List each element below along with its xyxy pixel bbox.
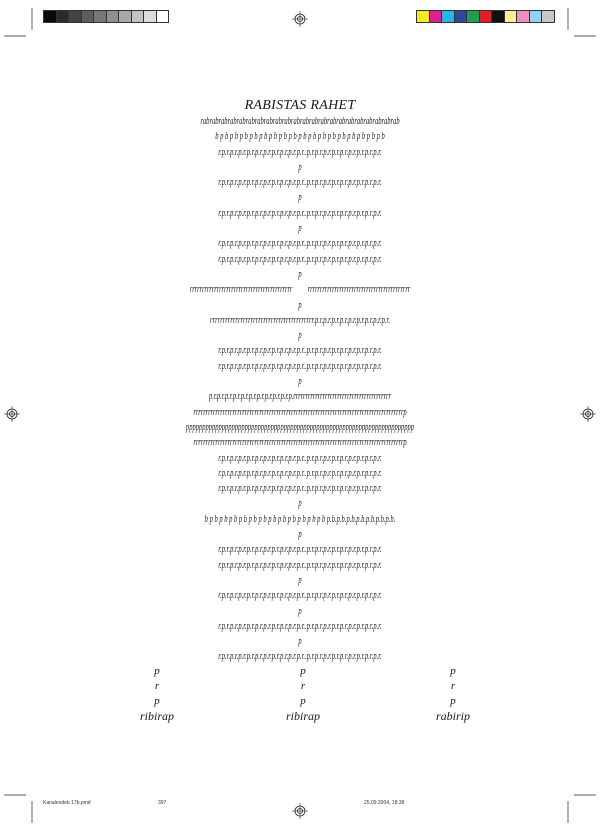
poem-line: r.p.r.p.r.p.r.p.r.p.r.p.r.p.r.p.r.p.r.p.r..p.r.p.r.p.r.p.r.p.r.p.r.p.r.p.r.p.r. [218, 651, 382, 663]
poem-line: rrrrrrrrrrrrrrrrrrrrrrrrrrrrrrrrrrrrrrrrrrrrrrrrrrrrrrrrrrrrrrrrrrrrrrrrrrrrrrrrrrrrrrp [193, 406, 407, 418]
color-swatch [466, 10, 480, 23]
color-swatch [541, 10, 555, 23]
gray-swatch [81, 10, 95, 23]
poem-line: r.p.r.p.r.p.r.p.r.p.r.p.r.p.r.p.r.p.r.p.r..p.r.p.r.p.r.p.r.p.r.p.r.p.r.p.r.p.r. [218, 253, 382, 265]
poem-line: p [298, 330, 302, 342]
gray-swatch [43, 10, 57, 23]
poem-line: rrrrrrrrrrrrrrrrrrrrrrrrrrrrrrrrrrrrrrrrr.p.r.p.r.p.r.p.r.p.r.p.r.p.r.p.r.p.r. [210, 314, 390, 326]
poem-line: p [298, 192, 302, 204]
column-letter: p [154, 695, 160, 707]
column-word: ribirap [139, 709, 174, 723]
gray-swatch [131, 10, 145, 23]
color-swatch [491, 10, 505, 23]
closing-column-left [97, 664, 217, 724]
poem-line: p [298, 268, 302, 280]
color-swatch [479, 10, 493, 23]
gray-swatch [156, 10, 170, 23]
column-letter: p [300, 695, 306, 707]
poem-line: pppppppppppppppppppppppppppppppppppppppppppppppppppppppppppppppppppppp [185, 421, 415, 433]
poem-line: r.p.r.p.r.p.r.p.r.p.r.p.r.p.r.p.r.p.r.p.r..p.r.p.r.p.r.p.r.p.r.p.r.p.r.p.r.p.r. [218, 559, 382, 571]
poem-line: p.r.p.r.p.r.p.r.p.r.p.r.p.r.p.r.p.r.p.r.p.rrrrrrrrrrrrrrrrrrrrrrrrrrrrrrrrrrrrrrrr [209, 391, 391, 403]
color-swatch [529, 10, 543, 23]
gray-swatch [93, 10, 107, 23]
color-swatch [429, 10, 443, 23]
color-swatch [454, 10, 468, 23]
poem-line: r.p.r.p.r.p.r.p.r.p.r.p.r.p.r.p.r.p.r.p.r..p.r.p.r.p.r.p.r.p.r.p.r.p.r.p.r.p.r. [218, 345, 382, 357]
gray-swatch [143, 10, 157, 23]
poem-line: p [298, 376, 302, 388]
poem-line: p [298, 161, 302, 173]
poem-line: p [298, 529, 302, 541]
column-letter: r [450, 680, 456, 692]
poem-line: b p b p b p b p b p b p b p b p b p b p b p b p b p b p b p b p b p b [215, 131, 385, 143]
footer-page-number: 397 [158, 800, 167, 806]
poem-line: r.p.r.p.r.p.r.p.r.p.r.p.r.p.r.p.r.p.r.p.r..p.r.p.r.p.r.p.r.p.r.p.r.p.r.p.r.p.r. [218, 590, 382, 602]
poem-line: b p b p b p b p b p b p b p b p b p b p b p b p b p.b.p.b.p.b.p.b.p.b.p.b.p.b. [204, 513, 396, 525]
column-word: rabirip [435, 709, 470, 723]
poem-line: r.p.r.p.r.p.r.p.r.p.r.p.r.p.r.p.r.p.r.p.r..p.r.p.r.p.r.p.r.p.r.p.r.p.r.p.r.p.r. [218, 483, 382, 495]
column-word: ribirap [285, 709, 320, 723]
crop-mark-icon [566, 793, 596, 823]
poem-line: r.p.r.p.r.p.r.p.r.p.r.p.r.p.r.p.r.p.r.p.r..p.r.p.r.p.r.p.r.p.r.p.r.p.r.p.r.p.r. [218, 146, 382, 158]
color-swatch [441, 10, 455, 23]
color-swatch [516, 10, 530, 23]
poem-title: RABISTAS RAHET [244, 98, 356, 113]
footer-filename: Kanalendeb 17b.pmd [43, 800, 91, 806]
poem-line: rrrrrrrrrrrrrrrrrrrrrrrrrrrrrrrrrrrrrrrrrrrrrrrrrrrrrrrrrrrrrrrrrrrrrrrrrrrrrrrrrrrrrrp [193, 437, 407, 449]
gray-swatch [106, 10, 120, 23]
column-letter: p [154, 665, 160, 677]
poem-line: r.p.r.p.r.p.r.p.r.p.r.p.r.p.r.p.r.p.r.p.r..p.r.p.r.p.r.p.r.p.r.p.r.p.r.p.r.p.r. [218, 238, 382, 250]
poem-line: r.p.r.p.r.p.r.p.r.p.r.p.r.p.r.p.r.p.r.p.r..p.r.p.r.p.r.p.r.p.r.p.r.p.r.p.r.p.r. [218, 544, 382, 556]
color-swatch [416, 10, 430, 23]
column-letter: r [154, 680, 160, 692]
poem-line: p [298, 299, 302, 311]
column-letter: p [300, 665, 306, 677]
column-letter: p [450, 665, 456, 677]
crop-mark-icon [4, 8, 34, 38]
closing-column-center [243, 664, 363, 724]
poem-line: rabrabrabrabrabrabrabrabrabrabrabrabrabrabrabrabrabrabrabrabrabrab [200, 116, 400, 127]
crop-mark-icon [4, 793, 34, 823]
footer-timestamp: 25.09.2004, 18:38 [364, 800, 405, 806]
poem-line: r.p.r.p.r.p.r.p.r.p.r.p.r.p.r.p.r.p.r.p.r..p.r.p.r.p.r.p.r.p.r.p.r.p.r.p.r.p.r. [218, 360, 382, 372]
poem-line: p [298, 498, 302, 510]
grayscale-calibration-bar [43, 10, 168, 23]
registration-mark-icon [292, 803, 308, 819]
poem-line: r.p.r.p.r.p.r.p.r.p.r.p.r.p.r.p.r.p.r.p.r..p.r.p.r.p.r.p.r.p.r.p.r.p.r.p.r.p.r. [218, 452, 382, 464]
poem-line: p [298, 223, 302, 235]
gray-swatch [56, 10, 70, 23]
column-letter: r [300, 680, 306, 692]
poem [0, 97, 600, 665]
poem-line: rrrrrrrrrrrrrrrrrrrrrrrrrrrrrrrrrrrrrrrrrr rrrrrrrrrrrrrrrrrrrrrrrrrrrrrrrrrrrrrrrrrr [189, 284, 411, 296]
crop-mark-icon [566, 8, 596, 38]
poem-line: r.p.r.p.r.p.r.p.r.p.r.p.r.p.r.p.r.p.r.p.r..p.r.p.r.p.r.p.r.p.r.p.r.p.r.p.r.p.r. [218, 467, 382, 479]
color-swatch [504, 10, 518, 23]
poem-line: r.p.r.p.r.p.r.p.r.p.r.p.r.p.r.p.r.p.r.p.r..p.r.p.r.p.r.p.r.p.r.p.r.p.r.p.r.p.r. [218, 620, 382, 632]
gray-swatch [68, 10, 82, 23]
poem-line: p [298, 574, 302, 586]
color-calibration-bar [416, 10, 554, 23]
poem-line: p [298, 605, 302, 617]
poem-line: p [298, 636, 302, 648]
closing-column-right [393, 664, 513, 724]
column-letter: p [450, 695, 456, 707]
poem-lines [0, 114, 600, 665]
poem-line: r.p.r.p.r.p.r.p.r.p.r.p.r.p.r.p.r.p.r.p.r..p.r.p.r.p.r.p.r.p.r.p.r.p.r.p.r.p.r. [218, 177, 382, 189]
poem-line: r.p.r.p.r.p.r.p.r.p.r.p.r.p.r.p.r.p.r.p.r..p.r.p.r.p.r.p.r.p.r.p.r.p.r.p.r.p.r. [218, 207, 382, 219]
registration-mark-icon [292, 11, 308, 27]
gray-swatch [118, 10, 132, 23]
